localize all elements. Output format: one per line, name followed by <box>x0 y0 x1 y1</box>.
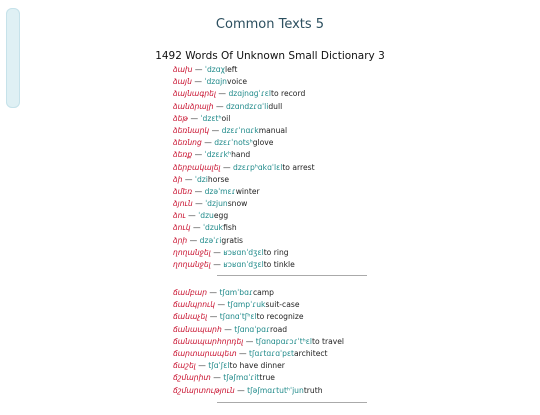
entry-translation: snow <box>227 199 248 209</box>
entry-dash: — <box>192 186 205 196</box>
entry-translation: to have dinner <box>229 361 285 371</box>
entry-pronunciation: tʃəʃmɑˈɾit <box>223 373 260 383</box>
entry-pronunciation: ˈdzɑjn <box>204 77 227 87</box>
entry-pronunciation: ˈdzu <box>198 211 214 221</box>
entry-dash: — <box>220 162 234 172</box>
entry-dash: — <box>236 348 250 358</box>
dictionary-entry <box>173 101 367 113</box>
entry-pronunciation: dzəˈɾi <box>199 235 222 245</box>
entry-dash: — <box>182 174 195 184</box>
entry-dash: — <box>210 247 224 257</box>
entry-word[interactable]: ձյուն <box>173 199 193 209</box>
entry-word[interactable]: ճանաչել <box>173 312 208 322</box>
entry-dash: — <box>192 150 205 160</box>
entry-word[interactable]: ձեթ <box>173 113 189 123</box>
word-list-dz <box>173 64 367 288</box>
entry-translation: dull <box>268 101 283 111</box>
dictionary-entry <box>173 113 367 125</box>
entry-dash: — <box>192 199 206 209</box>
entry-word[interactable]: ղողանջել <box>173 260 211 269</box>
document-title: 1492 Words Of Unknown Small Dictionary 3 <box>155 50 385 62</box>
entry-pronunciation: ʁɔʁɑnˈdʒɛl <box>223 260 264 269</box>
entry-pronunciation: tʃɑmˈbɑɾ <box>219 288 253 297</box>
entry-translation: gratis <box>221 235 244 245</box>
entry-translation: to arrest <box>282 162 315 172</box>
entry-word[interactable]: ձանձրալի <box>173 101 214 111</box>
entry-translation: hand <box>231 150 251 160</box>
entry-dash: — <box>209 125 222 135</box>
entry-pronunciation: tʃɑmpˈɾuk <box>227 300 266 310</box>
dictionary-entry <box>173 88 367 100</box>
entry-word[interactable]: ճարտարապետ <box>173 348 237 358</box>
dictionary-entry <box>173 336 367 348</box>
entry-pronunciation: tʃɑˈʃɛl <box>208 361 230 371</box>
entry-word[interactable]: ձախ <box>173 65 193 74</box>
entry-dash: — <box>190 223 203 233</box>
entry-dash: — <box>215 300 228 310</box>
entry-translation: to tinkle <box>263 260 295 269</box>
entry-pronunciation: dzɛɾˈnotsʰ <box>214 138 253 148</box>
dictionary-entry <box>173 162 367 174</box>
entry-word[interactable]: ձերբակալել <box>173 162 221 172</box>
entry-pronunciation: ˈdzjun <box>205 199 228 209</box>
entry-translation: voice <box>227 77 248 87</box>
entry-word[interactable]: ձի <box>173 174 183 184</box>
entry-dash: — <box>234 385 248 395</box>
entry-pronunciation: tʃɑnɑˈtʃʰɛl <box>219 312 257 322</box>
entry-dash: — <box>185 211 199 221</box>
entry-pronunciation: tʃəʃmɑɾtutʰˈjun <box>247 385 304 395</box>
entry-dash: — <box>192 65 205 74</box>
entry-word[interactable]: ճշմարիտ <box>173 373 211 383</box>
dictionary-entry <box>173 137 367 149</box>
entry-translation: suit-case <box>265 300 300 310</box>
entry-dash: — <box>195 361 209 371</box>
page-title: Common Texts 5 <box>215 17 325 32</box>
dictionary-entry <box>173 222 367 234</box>
dictionary-entry <box>173 287 367 299</box>
entry-pronunciation: ˈdzɛɾkʰ <box>204 150 232 160</box>
entry-pronunciation: ˈdzɛtʰ <box>200 113 222 123</box>
entry-word[interactable]: ձեռնոց <box>173 138 202 148</box>
entry-translation: egg <box>213 211 229 221</box>
entry-pronunciation: ʁɔʁɑnˈdʒɛl <box>223 247 264 257</box>
entry-translation: to travel <box>311 336 345 346</box>
entry-translation: to record <box>270 89 306 99</box>
entry-translation: road <box>269 324 288 334</box>
entry-dash: — <box>207 288 220 297</box>
entry-pronunciation: tʃɑɾtɑɾɑˈpɛt <box>249 348 295 358</box>
entry-pronunciation: tʃɑnɑpɑɾɔɾˈtʰɛl <box>255 336 312 346</box>
entry-translation: architect <box>294 348 328 358</box>
dictionary-entry <box>173 76 367 88</box>
entry-dash: — <box>191 77 205 87</box>
dictionary-entry <box>173 299 367 311</box>
entry-word[interactable]: ղողանջել <box>173 247 211 257</box>
entry-translation: truth <box>303 385 323 395</box>
entry-word[interactable]: ձեռք <box>173 150 193 160</box>
entry-pronunciation: ˈdzuk <box>202 223 224 233</box>
entry-word[interactable]: ձայն <box>173 77 192 87</box>
dictionary-entry <box>173 348 367 360</box>
dictionary-entry <box>173 174 367 186</box>
word-list-ch <box>173 287 367 415</box>
entry-translation: horse <box>207 174 230 184</box>
entry-word[interactable]: ձեռնարկ <box>173 125 210 135</box>
entry-dash: — <box>187 235 200 245</box>
section-divider <box>217 275 367 276</box>
entry-translation: oil <box>221 113 231 123</box>
entry-translation: left <box>225 65 238 74</box>
entry-pronunciation: dzɑndzɾɑˈli <box>225 101 269 111</box>
entry-pronunciation: dzɛɾpʰɑkɑˈlɛl <box>233 162 283 172</box>
entry-pronunciation: dzəˈmɛɾ <box>204 186 236 196</box>
entry-pronunciation: ˈdzi <box>194 174 208 184</box>
dictionary-entry <box>173 247 367 259</box>
entry-word[interactable]: ձու <box>173 211 186 221</box>
entry-translation: winter <box>235 186 260 196</box>
entry-word[interactable]: ճանապարհ <box>173 324 222 334</box>
entry-word[interactable]: ձայնագրել <box>173 89 217 99</box>
entry-translation: to recognize <box>256 312 304 322</box>
dictionary-entry <box>173 64 367 76</box>
entry-dash: — <box>216 89 229 99</box>
entry-translation: glove <box>252 138 274 148</box>
entry-pronunciation: dzɑjnɑɡˈɾɛl <box>228 89 271 99</box>
dictionary-entry <box>173 210 367 222</box>
dictionary-entry <box>173 360 367 372</box>
entry-word[interactable]: ձրի <box>173 235 188 245</box>
entry-dash: — <box>213 101 226 111</box>
dictionary-entry <box>173 198 367 210</box>
entry-translation: to ring <box>263 247 289 257</box>
entry-dash: — <box>210 260 224 269</box>
dictionary-entry <box>173 259 367 271</box>
entry-translation: manual <box>258 125 288 135</box>
entry-dash: — <box>210 373 224 383</box>
entry-dash: — <box>221 324 235 334</box>
entry-translation: camp <box>252 288 274 297</box>
entry-word[interactable]: ձուկ <box>173 223 191 233</box>
dictionary-entry <box>173 372 367 384</box>
entry-word[interactable]: ճաշել <box>173 361 196 371</box>
entry-pronunciation: tʃɑnɑˈpɑɾ <box>234 324 270 334</box>
dictionary-entry <box>173 235 367 247</box>
entry-word[interactable]: ճշմարտություն <box>173 385 235 395</box>
entry-word[interactable]: ճանապարհորդել <box>173 336 244 346</box>
entry-word[interactable]: ձմեռ <box>173 186 193 196</box>
entry-word[interactable]: ճամպրուկ <box>173 300 216 310</box>
dictionary-entry <box>173 385 367 397</box>
entry-pronunciation: ˈdzɑχ <box>204 65 225 74</box>
entry-dash: — <box>243 336 256 346</box>
dictionary-entry <box>173 311 367 323</box>
section-divider <box>217 402 367 403</box>
dictionary-entry <box>173 125 367 137</box>
entry-dash: — <box>188 113 201 123</box>
dictionary-entry <box>173 186 367 198</box>
entry-translation: fish <box>223 223 237 233</box>
entry-dash: — <box>201 138 215 148</box>
dictionary-entry <box>173 149 367 161</box>
entry-translation: true <box>259 373 275 383</box>
entry-pronunciation: dzɛɾˈnɑɾk <box>221 125 259 135</box>
entry-word[interactable]: ճամբար <box>173 288 208 297</box>
entry-dash: — <box>207 312 220 322</box>
dictionary-entry <box>173 324 367 336</box>
